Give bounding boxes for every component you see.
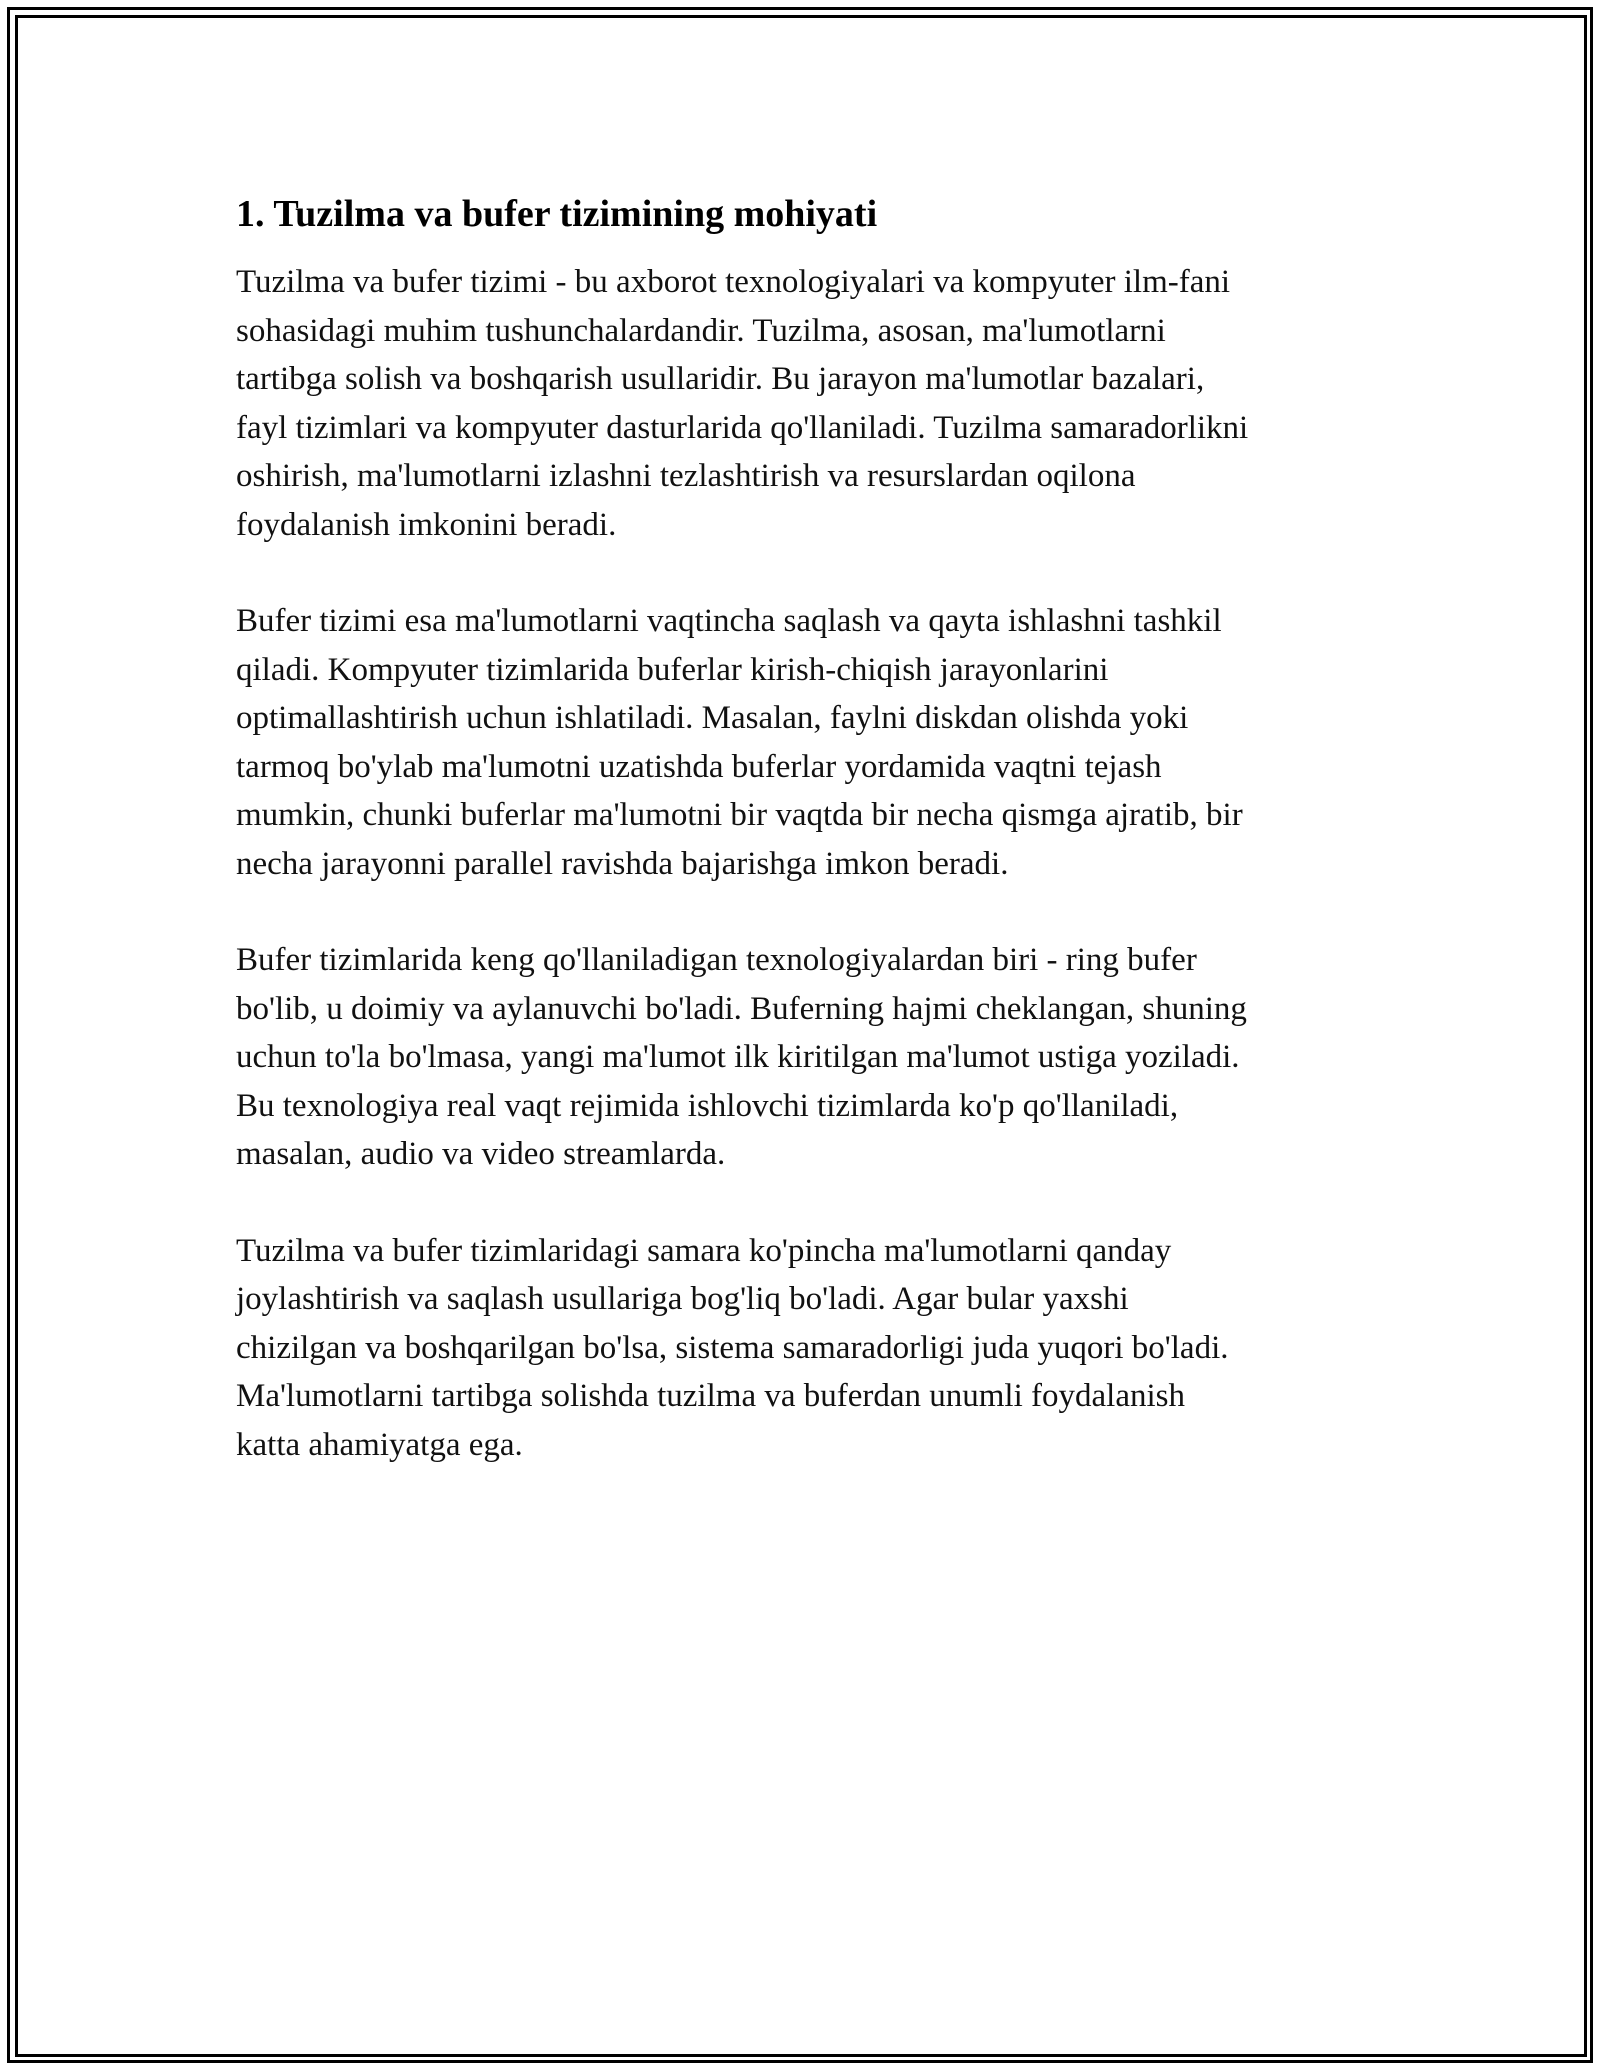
document-body [236, 190, 1386, 1517]
paragraph-2 [236, 597, 1386, 888]
paragraph-line: Bu texnologiya real vaqt rejimida ishlovchi tizimlarda ko'p qo'llaniladi, [236, 1087, 1179, 1124]
paragraph-1 [236, 258, 1386, 549]
paragraph-line: bo'lib, u doimiy va aylanuvchi bo'ladi. Buferning hajmi cheklangan, shuning [236, 990, 1247, 1027]
paragraph-line: Bufer tizimlarida keng qo'llaniladigan texnologiyalardan biri - ring bufer [236, 942, 1197, 978]
paragraph-line: mumkin, chunki buferlar ma'lumotni bir vaqtda bir necha qismga ajratib, bir [236, 797, 1243, 833]
paragraph-line: Tuzilma va bufer tizimlaridagi samara ko'pincha ma'lumotlarni qanday [236, 1232, 1172, 1269]
paragraph-line: fayl tizimlari va kompyuter dasturlarida qo'llaniladi. Tuzilma samaradorlikni [236, 409, 1249, 446]
paragraph-line: foydalanish imkonini beradi. [236, 506, 617, 543]
section-heading: 1. Tuzilma va bufer tizimining mohiyati [236, 193, 878, 235]
paragraph-line: Tuzilma va bufer tizimi - bu axborot texnologiyalari va kompyuter ilm-fani [236, 264, 1231, 300]
paragraph-line: tarmoq bo'ylab ma'lumotni uzatishda buferlar yordamida vaqtni tejash [236, 748, 1162, 785]
paragraph-4 [236, 1227, 1386, 1470]
paragraph-line: tartibga solish va boshqarish usullaridir. Bu jarayon ma'lumotlar bazalari, [236, 361, 1205, 397]
paragraph-line: necha jarayonni parallel ravishda bajarishga imkon beradi. [236, 845, 1009, 882]
paragraph-line: chizilgan va boshqarilgan bo'lsa, sistema samaradorligi juda yuqori bo'ladi. [236, 1329, 1229, 1366]
paragraph-line: Ma'lumotlarni tartibga solishda tuzilma va buferdan unumli foydalanish [236, 1378, 1185, 1414]
paragraph-line: sohasidagi muhim tushunchalardandir. Tuzilma, asosan, ma'lumotlarni [236, 312, 1166, 349]
paragraph-line: qiladi. Kompyuter tizimlarida buferlar kirish-chiqish jarayonlarini [236, 651, 1109, 688]
paragraph-line: optimallashtirish uchun ishlatiladi. Masalan, faylni diskdan olishda yoki [236, 700, 1189, 736]
paragraph-3 [236, 936, 1386, 1179]
paragraph-line: uchun to'la bo'lmasa, yangi ma'lumot ilk kiritilgan ma'lumot ustiga yoziladi. [236, 1039, 1240, 1075]
paragraph-line: masalan, audio va video streamlarda. [236, 1136, 726, 1172]
paragraph-line: katta ahamiyatga ega. [236, 1426, 523, 1463]
paragraph-line: Bufer tizimi esa ma'lumotlarni vaqtincha saqlash va qayta ishlashni tashkil [236, 603, 1222, 639]
paragraph-line: joylashtirish va saqlash usullariga bog'liq bo'ladi. Agar bular yaxshi [236, 1281, 1129, 1317]
paragraph-line: oshirish, ma'lumotlarni izlashni tezlashtirish va resurslardan oqilona [236, 458, 1136, 494]
